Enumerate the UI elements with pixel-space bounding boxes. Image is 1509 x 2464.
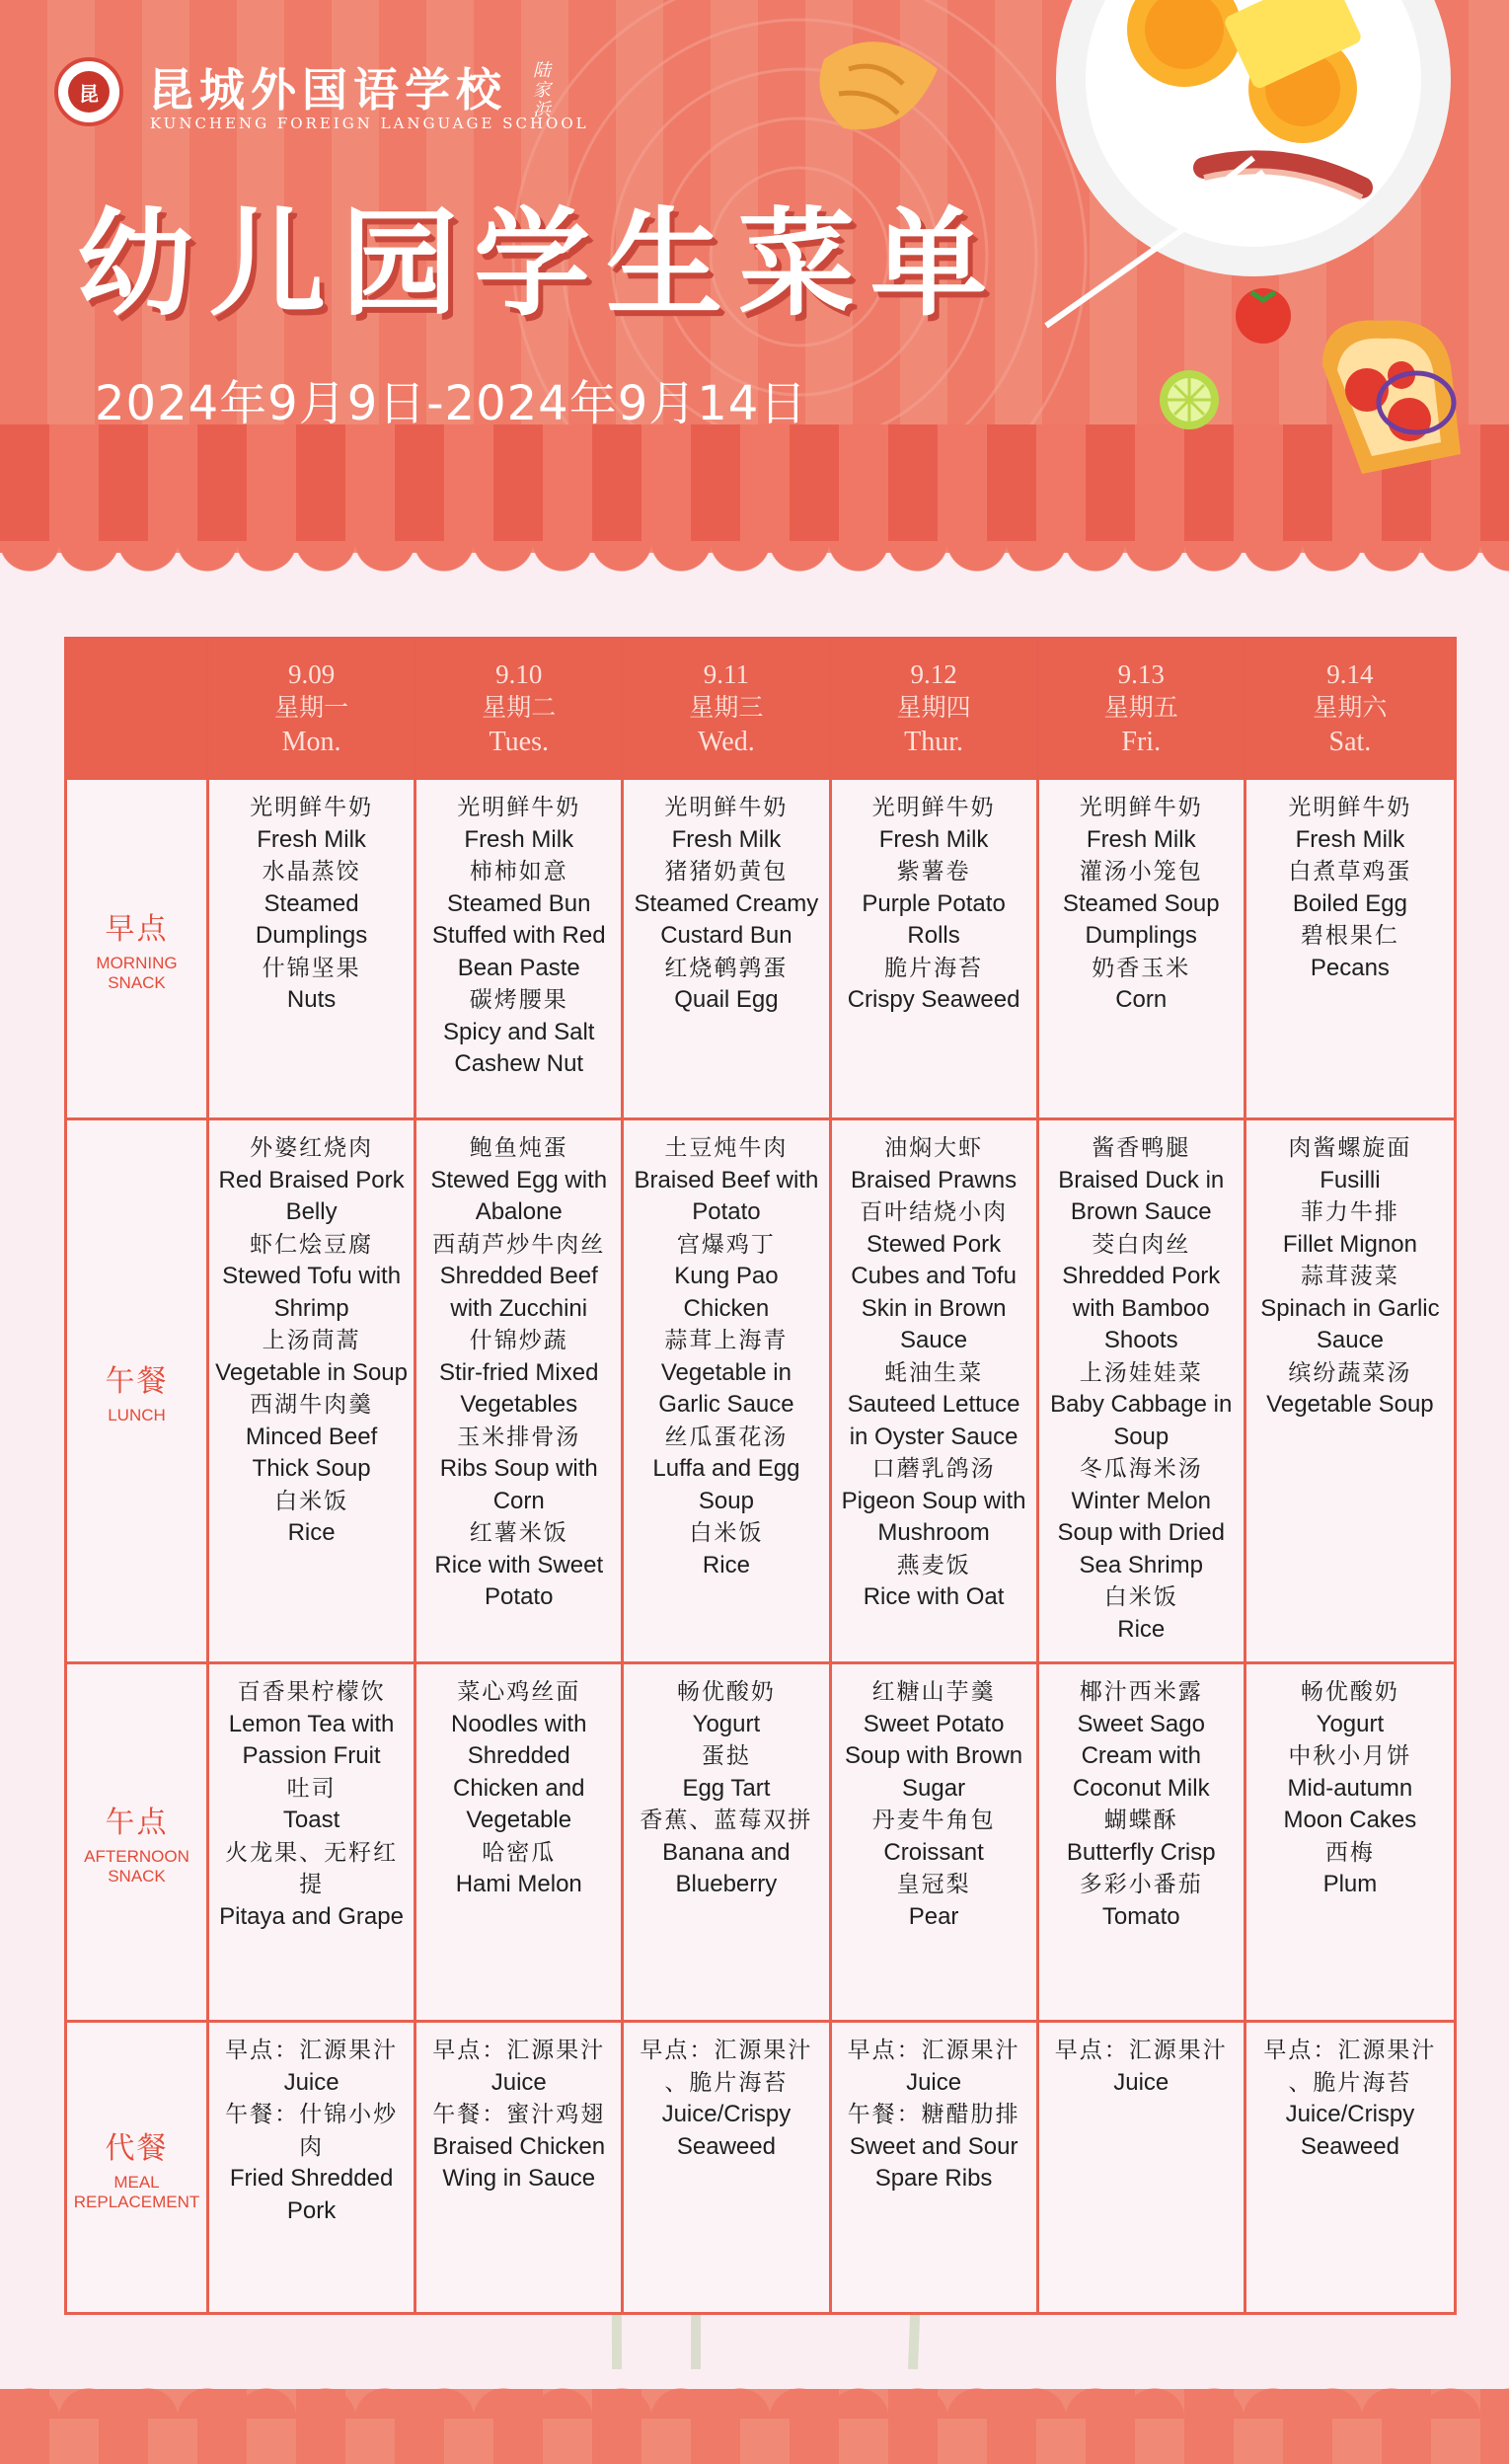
page-title: 幼儿园学生菜单 bbox=[77, 195, 1004, 332]
menu-item-text: Spare Ribs bbox=[874, 2165, 993, 2192]
menu-item-text: Garlic Sauce bbox=[658, 1391, 794, 1418]
menu-item-text: 百香果柠檬饮 bbox=[237, 1679, 386, 1705]
menu-item-text: 午餐：蜜汁鸡翅 bbox=[432, 2102, 606, 2127]
menu-item-text: Mid-autumn bbox=[1287, 1774, 1413, 1802]
menu-item-text: 红烧鹌鹑蛋 bbox=[664, 955, 789, 981]
menu-item-text: Moon Cakes bbox=[1283, 1807, 1417, 1833]
menu-item-text: Banana and bbox=[662, 1838, 791, 1866]
day-header bbox=[1039, 640, 1246, 780]
menu-item-text: 光明鲜牛奶 bbox=[1079, 795, 1203, 820]
menu-item-text: Wing in Sauce bbox=[442, 2165, 596, 2192]
menu-item-text: Chicken and bbox=[453, 1774, 585, 1802]
menu-item-text: Minced Beef bbox=[245, 1423, 378, 1450]
meal-label bbox=[67, 2023, 209, 2312]
menu-item-text: Shredded Beef bbox=[439, 1263, 598, 1289]
menu-item-text: Mushroom bbox=[877, 1519, 990, 1546]
menu-item-text: 什锦坚果 bbox=[262, 955, 361, 981]
meal-label-cn: 午餐 bbox=[105, 1364, 169, 1399]
menu-item-text: 冬瓜海米汤 bbox=[1079, 1456, 1203, 1482]
menu-item-text: Baby Cabbage in bbox=[1050, 1391, 1233, 1418]
menu-item-text: 菜心鸡丝面 bbox=[457, 1679, 581, 1705]
menu-item-text: Yogurt bbox=[1316, 1710, 1385, 1737]
menu-item-text: Sweet and Sour bbox=[849, 2132, 1019, 2160]
menu-item-text: 茭白肉丝 bbox=[1092, 1231, 1191, 1258]
menu-cell bbox=[624, 1664, 831, 2023]
menu-cell bbox=[416, 780, 624, 1120]
menu-item-text: Coconut Milk bbox=[1072, 1774, 1210, 1802]
menu-item-text: Steamed Creamy bbox=[634, 889, 819, 917]
menu-item-text: Abalone bbox=[475, 1198, 563, 1225]
menu-item-text: Passion Fruit bbox=[242, 1742, 381, 1769]
menu-item-text: Sweet Sago bbox=[1077, 1710, 1205, 1737]
menu-item-text: Sea Shrimp bbox=[1079, 1551, 1203, 1578]
menu-cell bbox=[209, 780, 416, 1120]
day-date: 9.12 bbox=[910, 658, 957, 689]
menu-item-text: Potato bbox=[485, 1583, 554, 1610]
menu-item-text: 光明鲜牛奶 bbox=[664, 795, 789, 820]
menu-item-text: 哈密瓜 bbox=[482, 1839, 557, 1866]
menu-item-text: 蝴蝶酥 bbox=[1103, 1808, 1178, 1833]
menu-item-text: Sweet Potato bbox=[863, 1710, 1005, 1737]
day-weekday-en: Sat. bbox=[1328, 726, 1372, 757]
menu-item-text: 脆片海苔 bbox=[884, 955, 984, 981]
menu-item-text: Fresh Milk bbox=[464, 825, 574, 853]
menu-item-text: Corn bbox=[1115, 986, 1168, 1013]
day-date: 9.13 bbox=[1117, 658, 1165, 689]
menu-item-text: Seaweed bbox=[1300, 2132, 1399, 2160]
menu-item-text: Fusilli bbox=[1320, 1166, 1381, 1194]
footer-scallop-band bbox=[0, 2389, 1509, 2464]
day-header bbox=[1246, 640, 1454, 780]
menu-item-text: Quail Egg bbox=[674, 986, 779, 1013]
menu-item-text: 火龙果、无籽红 bbox=[225, 1839, 399, 1866]
menu-item-text: Steamed Bun bbox=[447, 889, 591, 917]
menu-item-text: Rolls bbox=[907, 922, 960, 949]
menu-item-text: Vegetable bbox=[466, 1807, 572, 1833]
menu-item-text: 油焖大虾 bbox=[884, 1135, 984, 1161]
menu-item-text: Shredded Pork bbox=[1062, 1263, 1221, 1289]
menu-item-text: Sauteed Lettuce bbox=[847, 1391, 1020, 1418]
menu-item-text: 鲍鱼炖蛋 bbox=[469, 1135, 568, 1161]
meal-label bbox=[67, 780, 209, 1120]
menu-item-text: 碳烤腰果 bbox=[469, 987, 568, 1013]
menu-item-text: 早点：汇源果汁 bbox=[1054, 2038, 1228, 2063]
menu-item-text: Tomato bbox=[1101, 1902, 1180, 1930]
menu-item-text: 蒜茸菠菜 bbox=[1300, 1264, 1399, 1289]
menu-item-text: Soup with Brown bbox=[845, 1742, 1023, 1769]
menu-item-text: 肉 bbox=[299, 2133, 325, 2160]
school-name-en: KUNCHENG FOREIGN LANGUAGE SCHOOL bbox=[150, 115, 589, 132]
menu-cell bbox=[832, 1120, 1039, 1664]
menu-item-text: 酱香鸭腿 bbox=[1092, 1135, 1191, 1161]
menu-item-text: Butterfly Crisp bbox=[1066, 1838, 1216, 1866]
menu-item-text: Blueberry bbox=[675, 1871, 778, 1897]
day-weekday-cn: 星期四 bbox=[896, 692, 971, 722]
day-weekday-cn: 星期三 bbox=[689, 692, 764, 722]
menu-item-text: 白米饭 bbox=[689, 1520, 764, 1546]
menu-item-text: 畅优酸奶 bbox=[1300, 1679, 1399, 1705]
menu-item-text: 白煮草鸡蛋 bbox=[1288, 859, 1412, 885]
menu-item-text: Braised Duck in bbox=[1058, 1166, 1225, 1194]
menu-item-text: 皇冠梨 bbox=[896, 1872, 971, 1897]
menu-item-text: 上汤茼蒿 bbox=[262, 1328, 361, 1353]
menu-cell bbox=[416, 1664, 624, 2023]
menu-item-text: Kung Pao Chicken bbox=[674, 1263, 779, 1322]
menu-item-text: 蚝油生菜 bbox=[884, 1359, 984, 1386]
menu-item-text: 白米饭 bbox=[1103, 1584, 1178, 1610]
day-date: 9.10 bbox=[495, 658, 543, 689]
menu-item-text: Fresh Milk bbox=[1295, 825, 1405, 853]
menu-item-text: 菲力牛排 bbox=[1300, 1199, 1399, 1225]
menu-item-text: Stewed Pork bbox=[867, 1230, 1002, 1258]
table-corner bbox=[67, 640, 209, 780]
menu-item-text: Stewed Egg with bbox=[430, 1166, 608, 1194]
menu-item-text: 光明鲜牛奶 bbox=[871, 795, 996, 820]
menu-item-text: Juice bbox=[490, 2068, 547, 2096]
menu-item-text: 早点：汇源果汁 bbox=[225, 2038, 399, 2063]
menu-item-text: 中秋小月饼 bbox=[1288, 1743, 1412, 1769]
day-weekday-en: Wed. bbox=[698, 726, 755, 757]
menu-item-text: Seaweed bbox=[676, 2132, 776, 2160]
menu-cell bbox=[624, 2023, 831, 2312]
menu-item-text: Bean Paste bbox=[457, 954, 580, 981]
menu-item-text: Rice bbox=[287, 1519, 336, 1546]
school-name-cn: 昆城外国语学校 bbox=[148, 63, 507, 116]
menu-item-text: 早点：汇源果汁 bbox=[1263, 2038, 1437, 2063]
school-seal: 陆家浜 bbox=[533, 60, 551, 120]
weekly-menu-table bbox=[64, 637, 1457, 2315]
menu-item-text: Rice bbox=[702, 1551, 750, 1578]
menu-item-text: Belly bbox=[285, 1198, 338, 1225]
menu-item-text: Juice bbox=[906, 2068, 962, 2096]
menu-item-text: Soup bbox=[1113, 1423, 1169, 1450]
menu-cell bbox=[1246, 2023, 1454, 2312]
menu-item-text: 丹麦牛角包 bbox=[871, 1808, 996, 1833]
menu-item-text: Yogurt bbox=[692, 1710, 761, 1737]
menu-item-text: Plum bbox=[1322, 1871, 1378, 1897]
menu-item-text: Stir-fried Mixed bbox=[439, 1358, 599, 1386]
menu-item-text: 畅优酸奶 bbox=[676, 1679, 776, 1705]
lime-slice-icon bbox=[1160, 370, 1219, 429]
menu-item-text: Fillet Mignon bbox=[1282, 1230, 1417, 1258]
menu-item-text: Custard Bun bbox=[660, 922, 792, 949]
menu-item-text: Nuts bbox=[286, 986, 337, 1013]
menu-item-text: Pecans bbox=[1310, 954, 1390, 981]
menu-item-text: 西梅 bbox=[1324, 1839, 1375, 1866]
menu-item-text: 柿柿如意 bbox=[469, 859, 568, 885]
meal-label-en: MORNING SNACK bbox=[96, 954, 178, 992]
menu-cell bbox=[416, 2023, 624, 2312]
menu-item-text: 光明鲜牛奶 bbox=[1288, 795, 1412, 820]
day-weekday-en: Thur. bbox=[904, 726, 964, 757]
menu-item-text: Egg Tart bbox=[682, 1774, 771, 1802]
day-weekday-cn: 星期六 bbox=[1313, 692, 1388, 722]
menu-item-text: 吐司 bbox=[286, 1775, 337, 1802]
menu-item-text: 口蘑乳鸽汤 bbox=[871, 1456, 996, 1482]
breakfast-illustration bbox=[770, 0, 1509, 513]
menu-cell bbox=[1246, 1120, 1454, 1664]
menu-cell bbox=[209, 1120, 416, 1664]
menu-item-text: 、脆片海苔 bbox=[1288, 2069, 1412, 2096]
menu-item-text: Steamed Soup bbox=[1062, 889, 1220, 917]
menu-item-text: Pitaya and Grape bbox=[219, 1902, 404, 1930]
day-weekday-cn: 星期五 bbox=[1103, 692, 1178, 722]
meal-label-cn: 早点 bbox=[105, 912, 169, 947]
toast-icon bbox=[1322, 321, 1461, 474]
menu-item-text: Luffa and Egg bbox=[652, 1455, 800, 1482]
menu-item-text: Purple Potato bbox=[862, 889, 1006, 917]
menu-item-text: Sauce bbox=[900, 1327, 968, 1353]
menu-cell bbox=[1039, 1664, 1246, 2023]
day-weekday-cn: 星期二 bbox=[482, 692, 557, 722]
menu-item-text: Croissant bbox=[883, 1838, 984, 1866]
meal-label bbox=[67, 1664, 209, 2023]
menu-item-text: Juice bbox=[1113, 2068, 1169, 2096]
menu-item-text: 光明鲜牛奶 bbox=[457, 795, 581, 820]
menu-item-text: Braised Prawns bbox=[851, 1166, 1018, 1194]
menu-item-text: Vegetables bbox=[460, 1391, 578, 1418]
menu-item-text: 提 bbox=[299, 1872, 325, 1897]
menu-item-text: Rice with Oat bbox=[863, 1583, 1005, 1610]
menu-item-text: Pork bbox=[286, 2196, 337, 2224]
menu-item-text: Stewed Tofu with bbox=[222, 1263, 402, 1289]
menu-item-text: Rice with Sweet bbox=[434, 1551, 604, 1578]
menu-item-text: 午餐：什锦小炒 bbox=[225, 2102, 399, 2127]
menu-cell bbox=[209, 1664, 416, 2023]
day-date: 9.14 bbox=[1326, 658, 1374, 689]
menu-item-text: Lemon Tea with bbox=[228, 1710, 395, 1737]
menu-item-text: 什锦炒蔬 bbox=[469, 1328, 568, 1353]
day-header bbox=[832, 640, 1039, 780]
menu-item-text: Red Braised Pork bbox=[218, 1166, 405, 1194]
menu-item-text: 肉酱螺旋面 bbox=[1288, 1135, 1412, 1161]
menu-item-text: 早点：汇源果汁 bbox=[432, 2038, 606, 2063]
menu-item-text: Hami Melon bbox=[455, 1871, 582, 1897]
menu-item-text: Thick Soup bbox=[252, 1455, 371, 1482]
menu-item-text: 百叶结烧小肉 bbox=[860, 1199, 1009, 1225]
menu-item-text: Boiled Egg bbox=[1292, 889, 1407, 917]
meal-label-cn: 代餐 bbox=[105, 2130, 169, 2166]
menu-item-text: Corn bbox=[492, 1487, 545, 1514]
menu-cell bbox=[1039, 780, 1246, 1120]
menu-cell bbox=[832, 1664, 1039, 2023]
menu-item-text: 红薯米饭 bbox=[469, 1520, 568, 1546]
menu-item-text: 红糖山芋羹 bbox=[871, 1679, 996, 1705]
menu-item-text: 奶香玉米 bbox=[1092, 955, 1191, 981]
menu-cell bbox=[1246, 1664, 1454, 2023]
menu-item-text: Braised Beef with bbox=[634, 1166, 819, 1194]
menu-item-text: 早点：汇源果汁 bbox=[847, 2038, 1020, 2063]
menu-item-text: 蛋挞 bbox=[701, 1743, 751, 1769]
day-date: 9.11 bbox=[703, 658, 750, 689]
menu-item-text: Cream with bbox=[1081, 1742, 1201, 1769]
header-scallop-edge bbox=[0, 541, 1509, 600]
day-date: 9.09 bbox=[287, 658, 336, 689]
menu-item-text: 光明鲜牛奶 bbox=[250, 795, 374, 820]
menu-item-text: Pigeon Soup with bbox=[841, 1487, 1026, 1514]
day-weekday-cn: 星期一 bbox=[274, 692, 349, 722]
menu-item-text: Fresh Milk bbox=[671, 825, 782, 853]
menu-item-text: Juice/Crispy bbox=[661, 2101, 792, 2127]
menu-item-text: Sugar bbox=[902, 1774, 966, 1802]
tomato-icon bbox=[1236, 288, 1291, 344]
menu-item-text: in Oyster Sauce bbox=[849, 1423, 1019, 1450]
menu-item-text: with Zucchini bbox=[450, 1294, 588, 1322]
menu-item-text: 紫薯卷 bbox=[896, 859, 971, 885]
menu-item-text: 玉米排骨汤 bbox=[457, 1424, 581, 1450]
menu-cell bbox=[416, 1120, 624, 1664]
meal-label-cn: 午点 bbox=[105, 1806, 169, 1840]
menu-item-text: Juice/Crispy bbox=[1285, 2101, 1415, 2127]
menu-item-text: Braised Chicken bbox=[432, 2132, 606, 2160]
menu-cell bbox=[1039, 2023, 1246, 2312]
menu-item-text: 燕麦饭 bbox=[896, 1552, 971, 1578]
menu-cell bbox=[1039, 1120, 1246, 1664]
menu-item-text: 午餐：糖醋肋排 bbox=[847, 2102, 1020, 2127]
menu-item-text: Vegetable Soup bbox=[1266, 1391, 1434, 1418]
menu-item-text: Sauce bbox=[1316, 1327, 1384, 1353]
menu-item-text: Shrimp bbox=[273, 1294, 349, 1322]
menu-item-text: 土豆炖牛肉 bbox=[664, 1135, 789, 1161]
meal-label-en: MEAL REPLACEMENT bbox=[73, 2172, 200, 2211]
day-header bbox=[416, 640, 624, 780]
day-header bbox=[624, 640, 831, 780]
menu-item-text: Crispy Seaweed bbox=[847, 986, 1020, 1013]
menu-item-text: Stuffed with Red bbox=[431, 922, 606, 949]
menu-item-text: 丝瓜蛋花汤 bbox=[664, 1424, 789, 1450]
day-weekday-en: Fri. bbox=[1121, 726, 1162, 757]
menu-item-text: Soup bbox=[698, 1487, 754, 1514]
menu-item-text: Cashew Nut bbox=[454, 1050, 584, 1077]
day-weekday-en: Mon. bbox=[281, 726, 341, 757]
menu-item-text: Steamed bbox=[264, 889, 359, 917]
day-header bbox=[209, 640, 416, 780]
meal-label bbox=[67, 1120, 209, 1664]
menu-item-text: 西葫芦炒牛肉丝 bbox=[432, 1231, 606, 1258]
menu-item-text: Shredded bbox=[467, 1742, 570, 1769]
menu-item-text: Rice bbox=[1117, 1615, 1166, 1643]
menu-item-text: 多彩小番茄 bbox=[1079, 1872, 1203, 1897]
menu-item-text: Fresh Milk bbox=[1086, 825, 1196, 853]
header-banner bbox=[0, 0, 1509, 553]
menu-item-text: Toast bbox=[282, 1807, 340, 1833]
menu-cell bbox=[1246, 780, 1454, 1120]
menu-item-text: 缤纷蔬菜汤 bbox=[1288, 1359, 1412, 1386]
plate-icon bbox=[1056, 0, 1451, 276]
menu-item-text: 碧根果仁 bbox=[1300, 923, 1399, 949]
menu-item-text: Fresh Milk bbox=[878, 825, 989, 853]
croissant-icon bbox=[820, 41, 939, 129]
meal-label-en: LUNCH bbox=[108, 1406, 166, 1424]
menu-item-text: Fried Shredded bbox=[229, 2165, 394, 2192]
meal-label-en: AFTERNOON SNACK bbox=[84, 1847, 189, 1886]
menu-cell bbox=[624, 1120, 831, 1664]
menu-item-text: Winter Melon bbox=[1071, 1487, 1211, 1514]
date-range: 2024年9月9日-2024年9月14日 bbox=[95, 376, 808, 431]
menu-item-text: 虾仁烩豆腐 bbox=[250, 1231, 374, 1258]
menu-item-text: Cubes and Tofu bbox=[851, 1263, 1017, 1289]
menu-item-text: 蒜茸上海青 bbox=[664, 1328, 789, 1353]
menu-item-text: 灌汤小笼包 bbox=[1079, 859, 1203, 885]
menu-item-text: 外婆红烧肉 bbox=[250, 1135, 374, 1161]
menu-item-text: Vegetable in bbox=[660, 1358, 792, 1386]
menu-cell bbox=[209, 2023, 416, 2312]
menu-item-text: 上汤娃娃菜 bbox=[1079, 1359, 1203, 1386]
menu-cell bbox=[832, 2023, 1039, 2312]
menu-item-text: Skin in Brown bbox=[861, 1294, 1007, 1322]
menu-item-text: Shoots bbox=[1103, 1327, 1178, 1353]
menu-item-text: Dumplings bbox=[1085, 922, 1197, 949]
menu-item-text: Brown Sauce bbox=[1070, 1198, 1212, 1225]
menu-item-text: 白米饭 bbox=[274, 1488, 349, 1514]
menu-item-text: Fresh Milk bbox=[257, 825, 366, 853]
menu-item-text: Spinach in Garlic bbox=[1260, 1294, 1440, 1322]
menu-item-text: Potato bbox=[692, 1198, 761, 1225]
menu-item-text: 香蕉、蓝莓双拼 bbox=[640, 1808, 813, 1833]
menu-item-text: 宫爆鸡丁 bbox=[676, 1231, 776, 1258]
menu-cell bbox=[624, 780, 831, 1120]
menu-item-text: Ribs Soup with bbox=[439, 1455, 598, 1482]
menu-item-text: Soup with Dried bbox=[1057, 1519, 1225, 1546]
menu-item-text: Vegetable in Soup bbox=[215, 1358, 408, 1386]
menu-item-text: 椰汁西米露 bbox=[1079, 1679, 1203, 1705]
menu-item-text: Dumplings bbox=[255, 922, 368, 949]
menu-item-text: 、脆片海苔 bbox=[664, 2069, 789, 2096]
menu-cell bbox=[832, 780, 1039, 1120]
school-logo: 昆 bbox=[54, 57, 123, 126]
menu-item-text: Spicy and Salt bbox=[443, 1018, 595, 1045]
menu-item-text: Noodles with bbox=[451, 1710, 587, 1737]
menu-item-text: 早点：汇源果汁 bbox=[640, 2038, 813, 2063]
menu-item-text: 水晶蒸饺 bbox=[262, 859, 361, 885]
menu-item-text: 猪猪奶黄包 bbox=[664, 859, 789, 885]
menu-item-text: Pear bbox=[908, 1902, 959, 1930]
menu-item-text: Juice bbox=[283, 2068, 340, 2096]
menu-item-text: 西湖牛肉羹 bbox=[250, 1392, 374, 1418]
day-weekday-en: Tues. bbox=[489, 726, 549, 757]
menu-item-text: with Bamboo bbox=[1072, 1294, 1210, 1322]
